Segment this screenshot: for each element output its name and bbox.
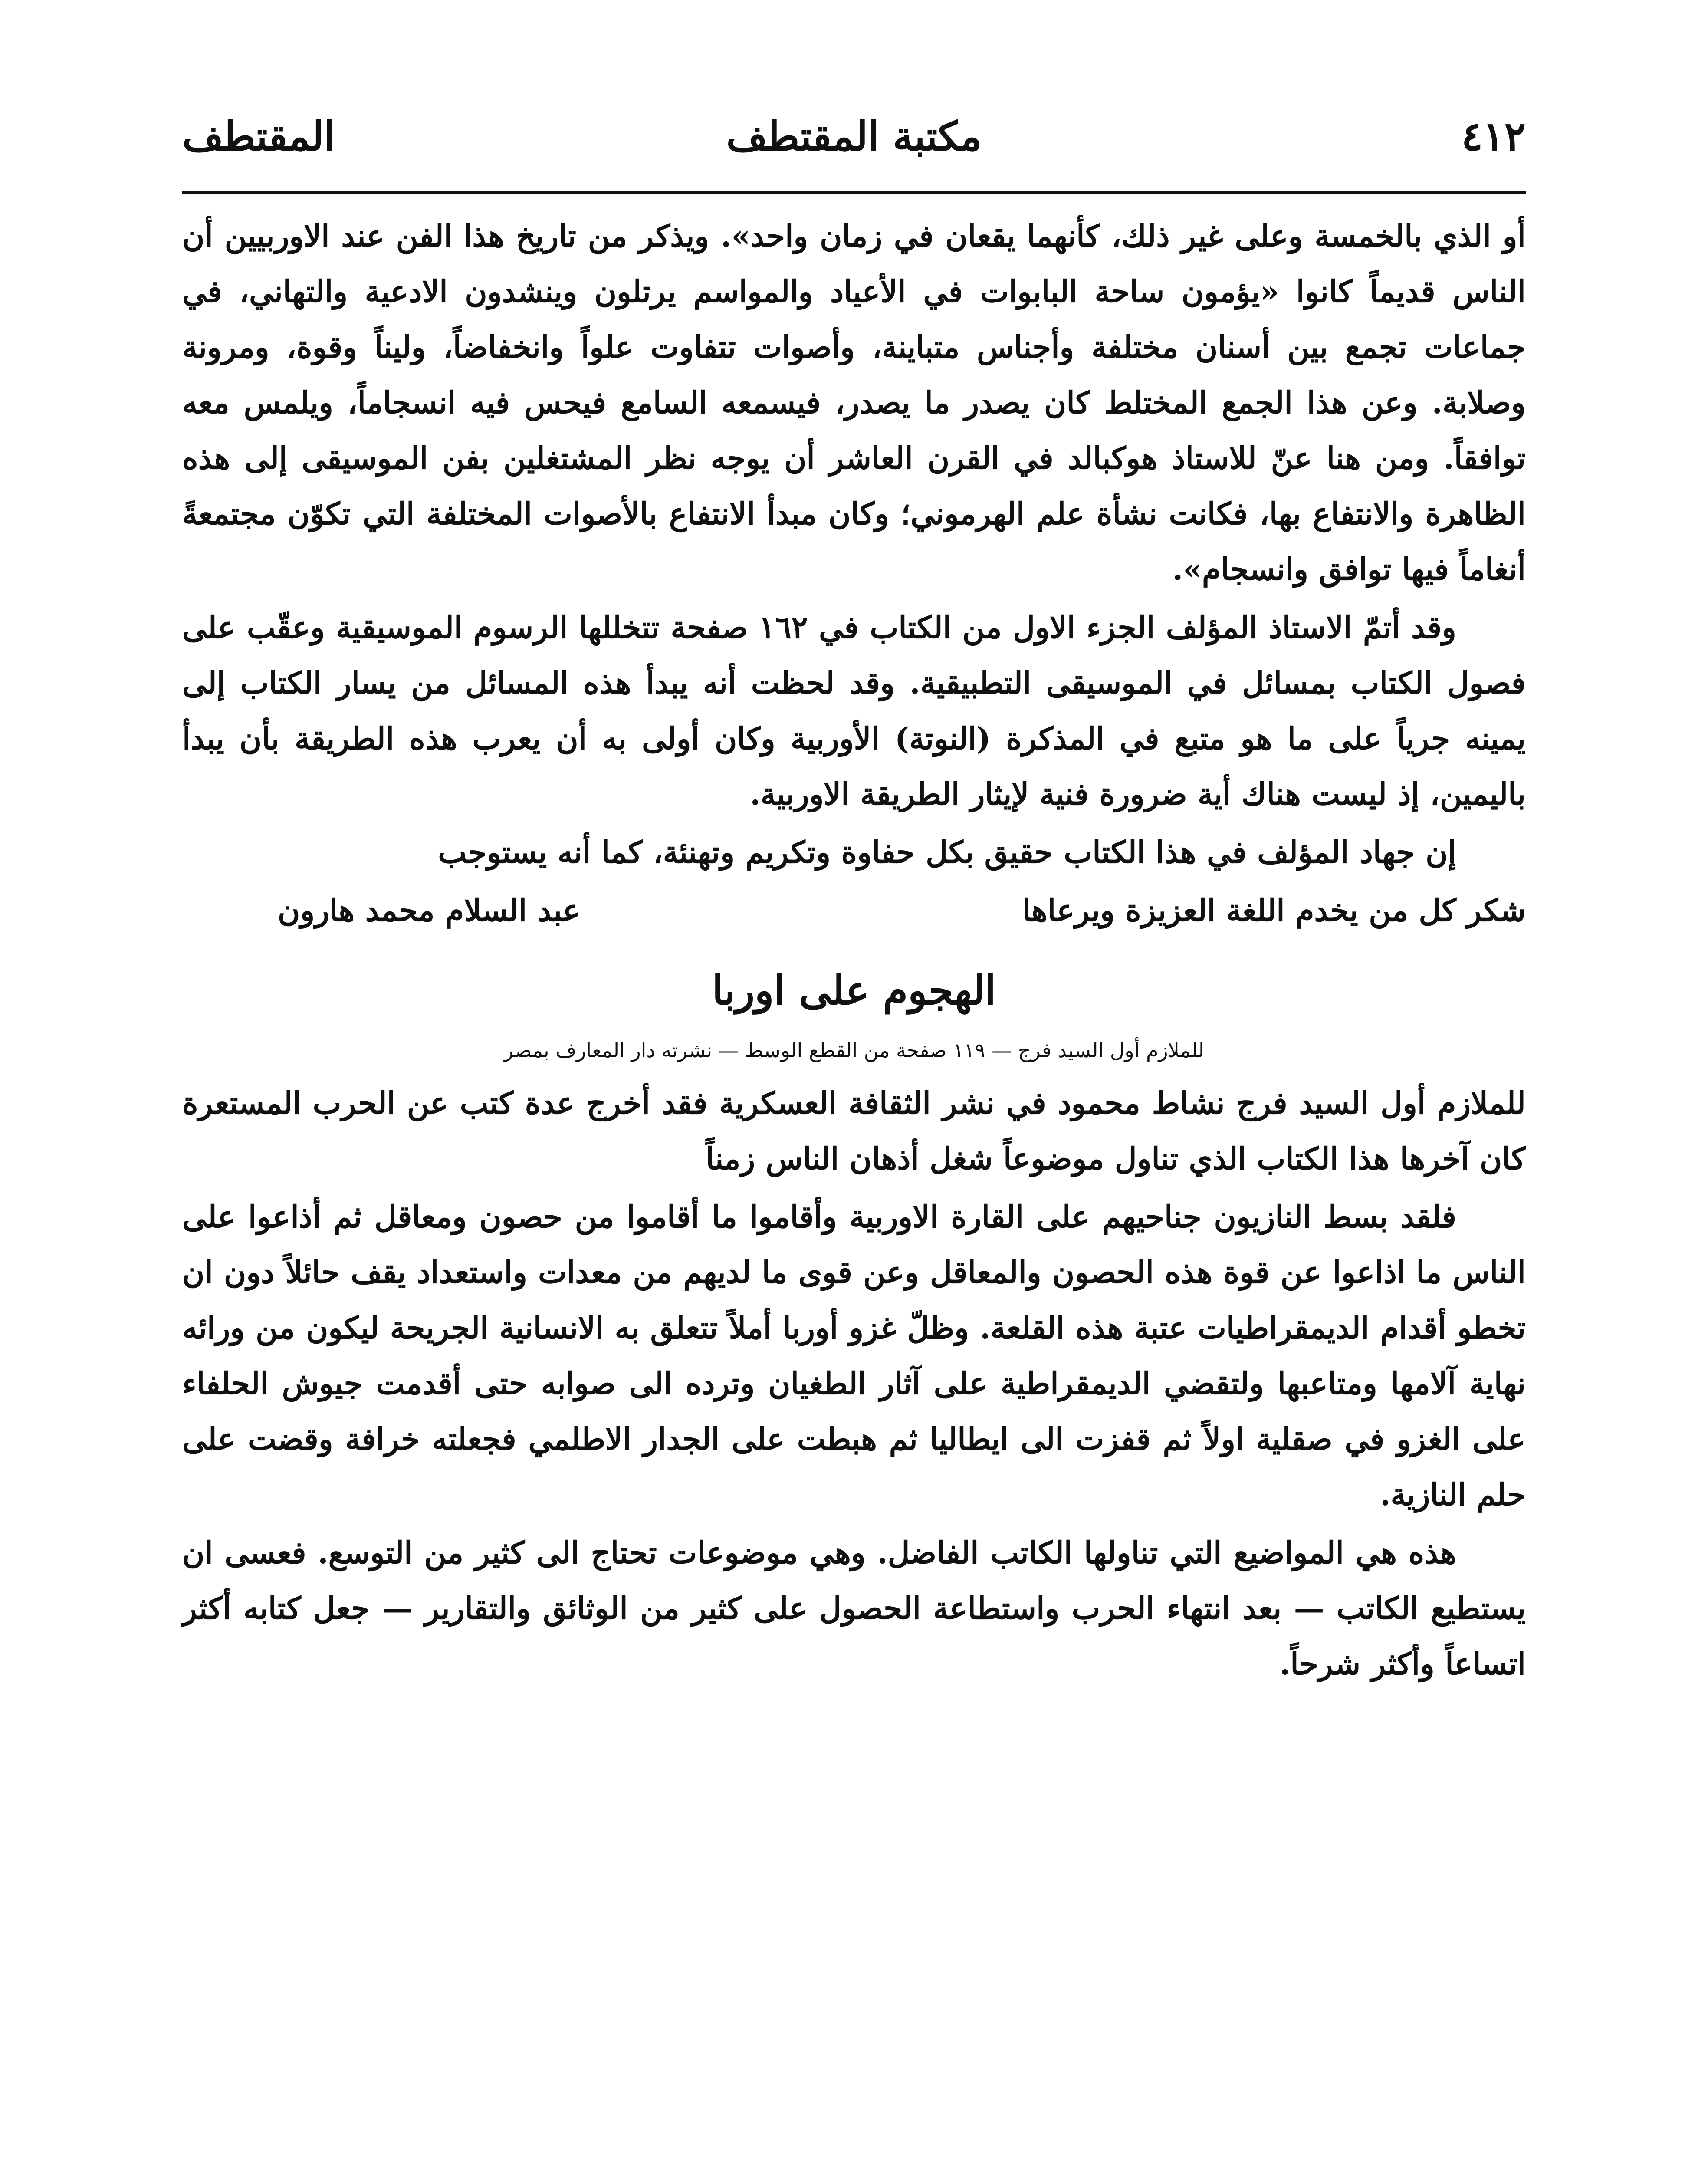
running-title: مكتبة المقتطف bbox=[726, 113, 982, 160]
review1-signature-line bbox=[182, 883, 1526, 938]
review2-paragraph-2: فلقد بسط النازيون جناحيهم على القارة الاوربية وأقاموا ما أقاموا من حصون ومعاقل ثم أذاعوا على الناس ما اذاعوا عن قوة هذه الحصون والمعاقل وعن قوى ما لديهم من معدات واستعداد يقف حائلاً دون ان تخطو أقدام الديمقراطيات عتبة هذه القلعة. وظلّ غزو أوربا أملاً تتعلق به الانسانية الجريحة ليكون من ورائه نهاية آلامها ومتاعبها ولتقضي الديمقراطية على آثار الطغيان وترده الى صوابه حتى أقدمت جيوش الحلفاء على الغزو في صقلية اولاً ثم قفزت الى ايطاليا ثم هبطت على الجدار الاطلمي فجعلته خرافة وقضت على حلم النازية. bbox=[182, 1199, 1526, 1512]
review1-paragraph-1: أو الذي بالخمسة وعلى غير ذلك، كأنهما يقعان في زمان واحد». ويذكر من تاريخ هذا الفن عند الاوربيين أن الناس قديماً كانوا «يؤمون ساحة البابوات في الأعياد والمواسم يرتلون وينشدون الادعية والتهاني، في جماعات تجمع بين أسنان مختلفة وأجناس متباينة، وأصوات تتفاوت علواً وانخفاضاً، وليناً وقوة، ومرونة وصلابة. وعن هذا الجمع المختلط كان يصدر ما يصدر، فيسمعه السامع فيحس فيه انسجاماً، ويلمس معه توافقاً. ومن هنا عنّ للاستاذ هوكبالد في القرن العاشر أن يوجه نظر المشتغلين بفن الموسيقى إلى هذه الظاهرة والانتفاع بها، فكانت نشأة علم الهرموني؛ وكان مبدأ الانتفاع بالأصوات المختلفة التي تكوّن مجتمعةً أنغاماً فيها توافق وانسجام». bbox=[182, 218, 1526, 587]
review2-paragraph-1: للملازم أول السيد فرج نشاط محمود في نشر الثقافة العسكرية فقد أخرج عدة كتب عن الحرب المستعرة كان آخرها هذا الكتاب الذي تناول موضوعاً شغل أذهان الناس زمناً bbox=[182, 1085, 1526, 1177]
journal-name: المقتطف bbox=[182, 113, 335, 160]
review1-paragraph-3: إن جهاد المؤلف في هذا الكتاب حقيق بكل حفاوة وتكريم وتهنئة، كما أنه يستوجب bbox=[438, 834, 1456, 870]
page-header bbox=[182, 95, 1526, 165]
review2-paragraph-3: هذه هي المواضيع التي تناولها الكاتب الفاضل. وهي موضوعات تحتاج الى كثير من التوسع. فعسى ان يستطيع الكاتب — بعد انتهاء الحرب واستطاعة الحصول على كثير من الوثائق والتقارير — جعل كتابه أكثر اتساعاً وأكثر شرحاً. bbox=[182, 1535, 1526, 1682]
review1-closing-text: شكر كل من يخدم اللغة العزيزة ويرعاها bbox=[1022, 892, 1526, 928]
review1-paragraph-2: وقد أتمّ الاستاذ المؤلف الجزء الاول من الكتاب في ١٦٢ صفحة تتخللها الرسوم الموسيقية وعقّب على فصول الكتاب بمسائل في الموسيقى التطبيقية. وقد لحظت أنه يبدأ هذه المسائل من يسار الكتاب إلى يمينه جرياً على ما هو متبع في المذكرة (النوتة) الأوربية وكان أولى به أن يعرب هذه الطريقة بأن يبدأ باليمين، إذ ليست هناك أية ضرورة فنية لإيثار الطريقة الاوربية. bbox=[182, 609, 1526, 812]
reviewer-name: عبد السلام محمد هارون bbox=[278, 892, 581, 928]
review2-citation: للملازم أول السيد فرج — ١١٩ صفحة من القطع الوسط — نشرته دار المعارف بمصر bbox=[504, 1039, 1204, 1062]
page-number: ٤١٢ bbox=[1461, 113, 1526, 160]
review2-title: الهجوم على اوربا bbox=[712, 967, 996, 1014]
page-body bbox=[182, 208, 1526, 1694]
header-rule bbox=[182, 191, 1526, 194]
